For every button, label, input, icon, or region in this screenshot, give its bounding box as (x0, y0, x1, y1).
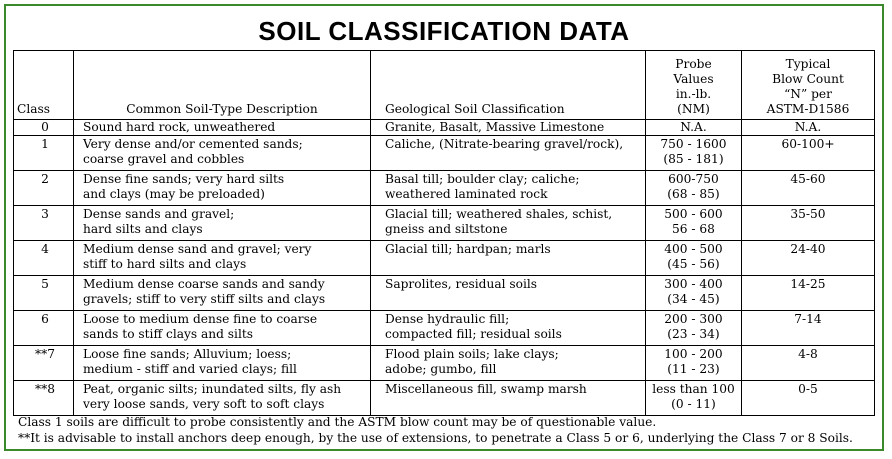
table-row (14, 120, 875, 136)
cell-class: 3 (14, 206, 74, 241)
page-title: SOIL CLASSIFICATION DATA (258, 16, 630, 46)
cell-class: 5 (14, 276, 74, 311)
cell-blow: 7-14 (742, 311, 875, 346)
cell-geological: Glacial till; weathered shales, schist, gneiss and siltstone (371, 206, 646, 241)
cell-description: Sound hard rock, unweathered (74, 120, 371, 136)
cell-geological: Basal till; boulder clay; caliche; weathered laminated rock (371, 171, 646, 206)
cell-probe: 600-750 (68 - 85) (646, 171, 742, 206)
table-row (14, 276, 875, 311)
cell-probe: 750 - 1600 (85 - 181) (646, 136, 742, 171)
cell-geological: Miscellaneous fill, swamp marsh (371, 381, 646, 416)
cell-geological: Saprolites, residual soils (371, 276, 646, 311)
header-description: Common Soil-Type Description (74, 51, 371, 120)
cell-description: Very dense and/or cemented sands; coarse gravel and cobbles (74, 136, 371, 171)
table-row (14, 381, 875, 416)
cell-geological: Caliche, (Nitrate-bearing gravel/rock), (371, 136, 646, 171)
soil-classification-table (13, 50, 875, 416)
cell-class: 1 (14, 136, 74, 171)
cell-description: Loose to medium dense fine to coarse sands to stiff clays and silts (74, 311, 371, 346)
cell-description: Peat, organic silts; inundated silts, fly ash very loose sands, very soft to soft clays (74, 381, 371, 416)
cell-geological: Flood plain soils; lake clays; adobe; gumbo, fill (371, 346, 646, 381)
header-blow-count: Typical Blow Count “N” per ASTM-D1586 (742, 51, 875, 120)
cell-blow: 4-8 (742, 346, 875, 381)
cell-probe: 200 - 300 (23 - 34) (646, 311, 742, 346)
header-class: Class (14, 51, 74, 120)
cell-blow: 35-50 (742, 206, 875, 241)
cell-probe: less than 100 (0 - 11) (646, 381, 742, 416)
cell-probe: 400 - 500 (45 - 56) (646, 241, 742, 276)
cell-blow: 24-40 (742, 241, 875, 276)
document-frame (4, 4, 884, 451)
table-row (14, 171, 875, 206)
footnote-anchors: **It is advisable to install anchors deep enough, by the use of extensions, to penetrate a Class 5 or 6, underlying the Class 7 or 8 Soils. (18, 431, 853, 445)
cell-class: **8 (14, 381, 74, 416)
table-row (14, 346, 875, 381)
cell-blow: N.A. (742, 120, 875, 136)
cell-geological: Glacial till; hardpan; marls (371, 241, 646, 276)
cell-probe: N.A. (646, 120, 742, 136)
cell-probe: 100 - 200 (11 - 23) (646, 346, 742, 381)
cell-blow: 14-25 (742, 276, 875, 311)
cell-blow: 0-5 (742, 381, 875, 416)
cell-blow: 45-60 (742, 171, 875, 206)
table-row (14, 241, 875, 276)
footnote-class-1: Class 1 soils are difficult to probe consistently and the ASTM blow count may be of questionable value. (18, 415, 657, 429)
cell-class: 0 (14, 120, 74, 136)
table-row (14, 311, 875, 346)
table-row (14, 206, 875, 241)
cell-geological: Granite, Basalt, Massive Limestone (371, 120, 646, 136)
table-row (14, 136, 875, 171)
header-probe-values: Probe Values in.-lb. (NM) (646, 51, 742, 120)
cell-description: Dense sands and gravel; hard silts and clays (74, 206, 371, 241)
cell-description: Medium dense coarse sands and sandy gravels; stiff to very stiff silts and clays (74, 276, 371, 311)
header-geological: Geological Soil Classification (371, 51, 646, 120)
table-header-row (14, 51, 875, 120)
cell-description: Loose fine sands; Alluvium; loess; medium - stiff and varied clays; fill (74, 346, 371, 381)
cell-geological: Dense hydraulic fill; compacted fill; residual soils (371, 311, 646, 346)
cell-probe: 500 - 600 56 - 68 (646, 206, 742, 241)
cell-blow: 60-100+ (742, 136, 875, 171)
cell-class: 4 (14, 241, 74, 276)
cell-probe: 300 - 400 (34 - 45) (646, 276, 742, 311)
cell-class: 6 (14, 311, 74, 346)
cell-description: Medium dense sand and gravel; very stiff to hard silts and clays (74, 241, 371, 276)
cell-class: 2 (14, 171, 74, 206)
cell-class: **7 (14, 346, 74, 381)
cell-description: Dense fine sands; very hard silts and clays (may be preloaded) (74, 171, 371, 206)
